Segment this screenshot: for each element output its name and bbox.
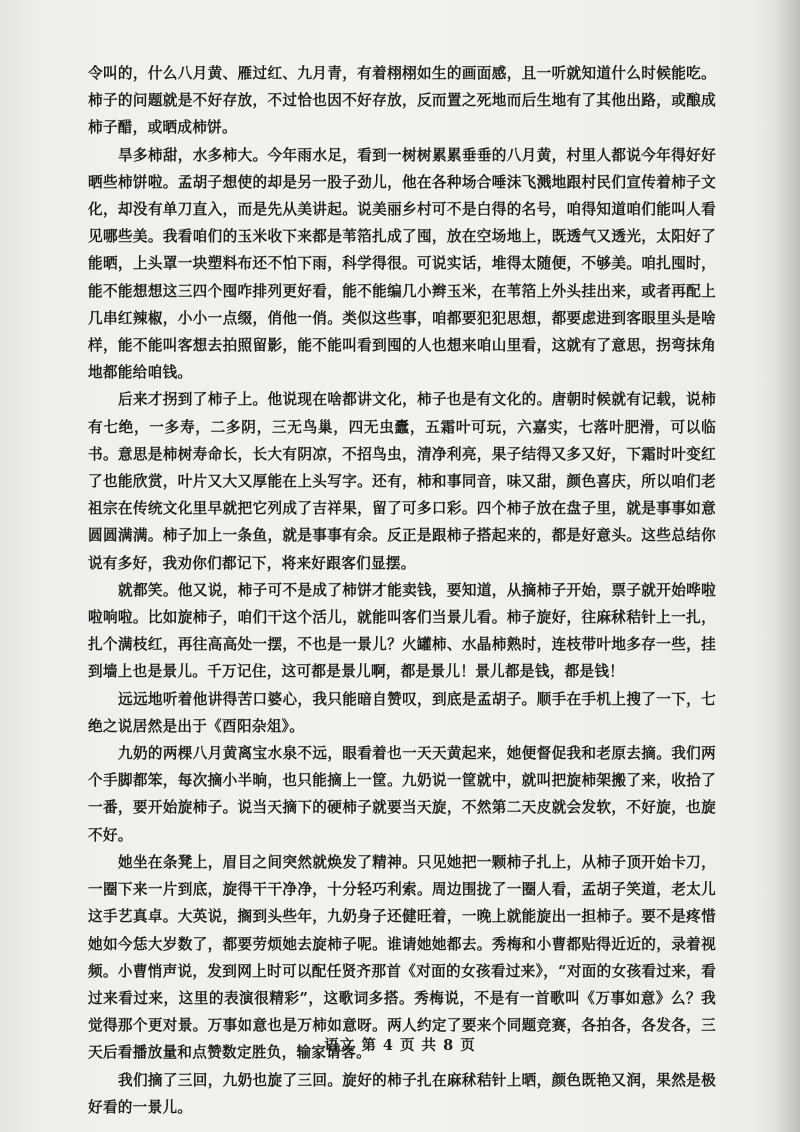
- scan-edge-shadow: [774, 0, 800, 1132]
- paragraph-7: 她坐在条凳上，眉目之间突然就焕发了精神。只见她把一颗柿子扎上，从柿子顶开始卡刀，一圈下来一片到底，旋得干干净净，十分轻巧利索。周边围拢了一圈人看，孟胡子笑道，老太儿这手艺真卓。大英说，搁到头些年，九奶身子还健旺着，一晚上就能旋出一担柿子。要不是疼惜她如今恁大岁数了，都要劳烦她去旋柿子呢。谁请她她都去。秀梅和小曹都贴得近近的，录着视频。小曹悄声说，发到网上时可以配任贤齐那首《对面的女孩看过来》，“对面的女孩看过来，看过来看过来，这里的表演很精彩”，这歌词多搭。秀梅说，不是有一首歌叫《万事如意》么？我觉得那个更对景。万事如意也是万柿如意呀。两人约定了要来个同题竞赛，各拍各，各发各，三天后看播放量和点赞数定胜负，输家请客。: [88, 853, 716, 1062]
- paragraph-5: 远远地听着他讲得苦口婆心，我只能暗自赞叹，到底是孟胡子。顺手在手机上搜了一下，七绝之说居然是出于《酉阳杂俎》。: [88, 690, 716, 735]
- body-text: [88, 60, 716, 1121]
- paragraph-2: 旱多柿甜，水多柿大。今年雨水足，看到一树树累累垂垂的八月黄，村里人都说今年得好好晒些柿饼啦。孟胡子想使的却是另一股子劲儿，他在各种场合唾沫飞溅地跟村民们宣传着柿子文化，却没有单刀直入，而是先从美讲起。说美丽乡村可不是白得的名号，咱得知道咱们能叫人看见哪些美。我看咱们的玉米收下来都是苇箔扎成了囤，放在空场地上，既透气又透光，太阳好了能晒，上头罩一块塑料布还不怕下雨，科学得很。可说实话，堆得太随便，不够美。咱扎囤时，能不能想想这三四个囤咋排列更好看，能不能编几小辫玉米，在苇箔上外头挂出来，或者再配上几串红辣椒，小小一点缀，俏他一俏。类似这些事，咱都要犯犯思想，都要虑进到客眼里头是啥样，能不能叫客想去拍照留影，能不能叫看到囤的人也想来咱山里看，这就有了意思，拐弯抹角地都能给咱钱。: [88, 146, 716, 382]
- paragraph-8: 我们摘了三回，九奶也旋了三回。旋好的柿子扎在麻秫秸针上晒，颜色既艳又润，果然是极好看的一景儿。: [88, 1071, 716, 1116]
- paragraph-6: 九奶的两棵八月黄离宝水泉不远，眼看着也一天天黄起来，她便督促我和老原去摘。我们两个手脚都笨，每次摘小半晌，也只能摘上一筐。九奶说一筐就中，就叫把旋柿架搬了来，收拾了一番，要开始旋柿子。说当天摘下的硬柿子就要当天旋，不然第二天皮就会发软，不好旋，也旋不好。: [88, 745, 716, 844]
- paragraph-3: 后来才拐到了柿子上。他说现在啥都讲文化，柿子也是有文化的。唐朝时候就有记载，说柿有七绝，一多寿，二多阴，三无鸟巢，四无虫蠹，五霜叶可玩，六嘉实，七落叶肥滑，可以临书。意思是柿树寿命长，长大有阴凉，不招鸟虫，清净利亮，果子结得又多又好，下霜时叶变红了也能欣赏，叶片又大又厚能在上头写字。还有，柿和事同音，味又甜，颜色喜庆，所以咱们老祖宗在传统文化里早就把它列成了吉祥果，留了可多口彩。四个柿子放在盘子里，就是事事如意圆圆满满。柿子加上一条鱼，就是事事有余。反正是跟柿子搭起来的，都是好意头。这些总结你说有多好，我劝你们都记下，将来好跟客们显摆。: [88, 391, 716, 572]
- page-footer: 语文 第 4 页 共 8 页: [324, 1037, 476, 1054]
- paragraph-4: 就都笑。他又说，柿子可不是成了柿饼才能卖钱，要知道，从摘柿子开始，票子就开始哗啦啦响啦。比如旋柿子，咱们干这个活儿，就能叫客们当景儿看。柿子旋好，往麻秫秸针上一扎，扎个满枝红，再往高高处一摆，不也是一景儿？火罐柿、水晶柿熟时，连枝带叶地多存一些，挂到墙上也是景儿。千万记住，这可都是景儿啊，都是景儿！景儿都是钱，都是钱！: [88, 581, 716, 681]
- paragraph-1: 令叫的，什么八月黄、雁过红、九月青，有着栩栩如生的画面感，且一听就知道什么时候能吃。柿子的问题就是不好存放，不过恰也因不好存放，反而置之死地而后生地有了其他出路，或酿成柿子醋，或晒成柿饼。: [88, 65, 716, 137]
